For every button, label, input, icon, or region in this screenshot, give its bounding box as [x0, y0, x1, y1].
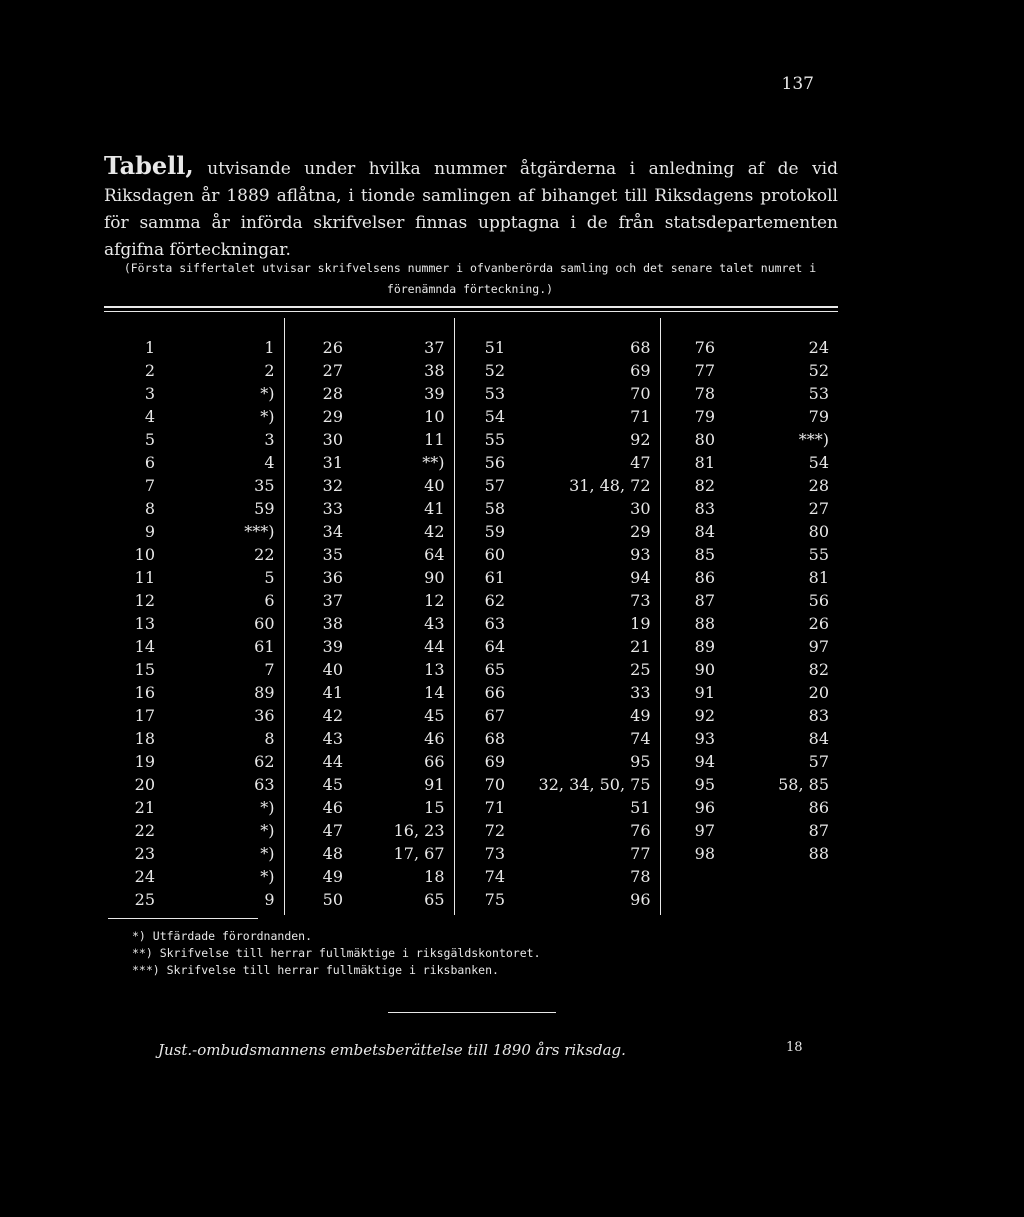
footnote-single-asterisk: *) Utfärdade förordnanden. — [132, 929, 313, 943]
table-cell: 95 — [660, 773, 724, 796]
table-cell: 72 — [454, 819, 514, 842]
table-row — [104, 405, 838, 428]
table-cell: 91 — [424, 775, 445, 794]
table-cell: 27 — [808, 499, 829, 518]
table-row — [104, 497, 838, 520]
table-cell: 68 — [454, 727, 514, 750]
table-cell: 89 — [254, 683, 275, 702]
table-cell: 86 — [660, 566, 724, 589]
table-cell: 84 — [660, 520, 724, 543]
table-row — [104, 865, 838, 888]
table-cell: 16, 23 — [393, 821, 445, 840]
table-cell: 78 — [630, 867, 651, 886]
table-cell: 34 — [284, 520, 352, 543]
table-cell: 29 — [630, 522, 651, 541]
table-row — [104, 589, 838, 612]
table-top-rule — [104, 306, 838, 308]
table-cell — [724, 888, 838, 915]
table-cell: 49 — [284, 865, 352, 888]
table-cell: 53 — [454, 382, 514, 405]
table-cell: 8 — [264, 729, 275, 748]
table-cell: 24 — [134, 867, 155, 886]
table-cell: 96 — [630, 890, 651, 909]
footnote-double-asterisk: **) Skrifvelse till herrar fullmäktige i riksgäldskontoret. — [132, 946, 541, 960]
table-cell: 56 — [808, 591, 829, 610]
table-cell: 2 — [264, 361, 275, 380]
table-cell: 87 — [660, 589, 724, 612]
table-cell: 88 — [660, 612, 724, 635]
table-cell: 31, 48, 72 — [569, 476, 651, 495]
table-cell: 33 — [284, 497, 352, 520]
table-cell: 93 — [660, 727, 724, 750]
table-row — [104, 681, 838, 704]
table-cell: 35 — [254, 476, 275, 495]
table-top-rule-thin — [104, 311, 838, 312]
table-cell: 3 — [144, 384, 155, 403]
table-cell: 76 — [630, 821, 651, 840]
table-cell: 33 — [630, 683, 651, 702]
table-row — [104, 658, 838, 681]
title-lead: Tabell, — [104, 151, 194, 180]
table-cell: 97 — [808, 637, 829, 656]
table-cell: 1 — [144, 338, 155, 357]
table-cell: 9 — [264, 890, 275, 909]
table-cell: 19 — [630, 614, 651, 633]
table-cell: 63 — [454, 612, 514, 635]
table-cell: 18 — [134, 729, 155, 748]
title-text: utvisande under hvilka nummer åtgärderna i anledning af de vid Riksdagen år 1889 aflåtna, i tionde samlingen af bihanget till Riksdagens protokoll för samma år införda skrifvelser finnas upptagna i de från statsdepartementen afgifna förteckningar. — [104, 159, 838, 260]
subtitle: (Första siffertalet utvisar skrifvelsens nummer i ofvanberörda samling och det senare talet numret i förenämnda förteckning.) — [123, 261, 817, 296]
table-row — [104, 318, 838, 359]
table-cell: 68 — [630, 338, 651, 357]
table-cell: 81 — [808, 568, 829, 587]
table-cell: 65 — [424, 890, 445, 909]
table-cell: 35 — [284, 543, 352, 566]
table-cell: 52 — [454, 359, 514, 382]
table-cell: 24 — [808, 338, 829, 357]
table-row — [104, 566, 838, 589]
table-cell: 19 — [134, 752, 155, 771]
footnotes — [132, 928, 541, 979]
table-cell: 59 — [454, 520, 514, 543]
table-cell: 45 — [424, 706, 445, 725]
table-cell: 82 — [808, 660, 829, 679]
table-cell: 47 — [630, 453, 651, 472]
table-cell: 44 — [284, 750, 352, 773]
footer-text: Just.-ombudsmannens embetsberättelse till 1890 års riksdag. — [158, 1041, 626, 1059]
table-cell: 61 — [454, 566, 514, 589]
table-cell: 42 — [284, 704, 352, 727]
table-cell: 57 — [454, 474, 514, 497]
table-cell: 8 — [144, 499, 155, 518]
table-cell: 13 — [424, 660, 445, 679]
table-cell: 21 — [134, 798, 155, 817]
table-cell: 80 — [808, 522, 829, 541]
table-cell: 58, 85 — [778, 775, 829, 794]
footnote-rule — [108, 918, 258, 919]
table-cell: 94 — [660, 750, 724, 773]
table-cell: 71 — [454, 796, 514, 819]
table-cell: 22 — [134, 821, 155, 840]
table-cell: *) — [260, 407, 275, 426]
table-row — [104, 451, 838, 474]
table-cell: 16 — [134, 683, 155, 702]
table-cell: 15 — [424, 798, 445, 817]
table-cell: 6 — [264, 591, 275, 610]
table-cell: 76 — [660, 318, 724, 359]
table-cell: 73 — [630, 591, 651, 610]
table-cell: 95 — [630, 752, 651, 771]
table-cell: 55 — [808, 545, 829, 564]
table-cell: *) — [260, 844, 275, 863]
table-cell: 17 — [134, 706, 155, 725]
table-cell: 31 — [284, 451, 352, 474]
table-cell: *) — [260, 867, 275, 886]
table-cell: 83 — [808, 706, 829, 725]
table-cell: 26 — [284, 318, 352, 359]
table-cell: 37 — [284, 589, 352, 612]
table-row — [104, 796, 838, 819]
table-cell: 40 — [424, 476, 445, 495]
table-cell: 60 — [254, 614, 275, 633]
table-cell: 4 — [144, 407, 155, 426]
table-cell: *) — [260, 384, 275, 403]
table-row — [104, 704, 838, 727]
table-cell: 64 — [424, 545, 445, 564]
table-cell: 88 — [808, 844, 829, 863]
table-cell: 1 — [264, 338, 275, 357]
table-row — [104, 520, 838, 543]
table-cell: 86 — [808, 798, 829, 817]
table-cell: 55 — [454, 428, 514, 451]
table-cell: 41 — [284, 681, 352, 704]
table-cell: 51 — [630, 798, 651, 817]
table-cell: 87 — [808, 821, 829, 840]
table-row — [104, 543, 838, 566]
table-cell: 12 — [134, 591, 155, 610]
table-cell: 62 — [454, 589, 514, 612]
table-cell: 93 — [630, 545, 651, 564]
table-cell: *) — [260, 798, 275, 817]
table-cell: 83 — [660, 497, 724, 520]
table-cell: 47 — [284, 819, 352, 842]
table-cell: 37 — [424, 338, 445, 357]
table-cell: *) — [260, 821, 275, 840]
table-cell: 9 — [144, 522, 155, 541]
table-row — [104, 382, 838, 405]
table-cell: 92 — [630, 430, 651, 449]
table-cell: 5 — [264, 568, 275, 587]
table-cell: 12 — [424, 591, 445, 610]
table-cell: 4 — [264, 453, 275, 472]
table-cell: 54 — [454, 405, 514, 428]
table-cell: 82 — [660, 474, 724, 497]
table-cell: 45 — [284, 773, 352, 796]
table-cell: 7 — [144, 476, 155, 495]
table-cell: 13 — [134, 614, 155, 633]
table-cell: 27 — [284, 359, 352, 382]
table-cell — [724, 865, 838, 888]
table-cell: 44 — [424, 637, 445, 656]
table-cell: 10 — [424, 407, 445, 426]
table-cell: 7 — [264, 660, 275, 679]
table-cell — [660, 888, 724, 915]
table-cell: 18 — [424, 867, 445, 886]
table-cell: 10 — [134, 545, 155, 564]
table-cell: 11 — [134, 568, 155, 587]
table-cell: 79 — [808, 407, 829, 426]
sheet-number: 18 — [786, 1040, 803, 1055]
table-cell: 28 — [808, 476, 829, 495]
table-cell: 32 — [284, 474, 352, 497]
table-cell: 42 — [424, 522, 445, 541]
table-cell: 54 — [808, 453, 829, 472]
title-block — [104, 152, 838, 264]
table-row — [104, 612, 838, 635]
table-cell: 66 — [454, 681, 514, 704]
table-cell: 14 — [134, 637, 155, 656]
table-row — [104, 635, 838, 658]
table-cell: 25 — [134, 890, 155, 909]
table-cell: 51 — [454, 318, 514, 359]
table-cell: 65 — [454, 658, 514, 681]
table-cell: 58 — [454, 497, 514, 520]
table-cell: 66 — [424, 752, 445, 771]
table-cell: 74 — [630, 729, 651, 748]
table-cell: 90 — [660, 658, 724, 681]
table-cell: ***) — [798, 430, 829, 449]
table-cell: 40 — [284, 658, 352, 681]
page-number: 137 — [781, 74, 814, 94]
table-cell: ***) — [244, 522, 275, 541]
table-cell: 57 — [808, 752, 829, 771]
table-cell: 36 — [254, 706, 275, 725]
table-cell: 78 — [660, 382, 724, 405]
table-cell: 22 — [254, 545, 275, 564]
table-cell: 30 — [630, 499, 651, 518]
table-cell: 70 — [454, 773, 514, 796]
table-cell: 74 — [454, 865, 514, 888]
table-cell: 26 — [808, 614, 829, 633]
table-row — [104, 750, 838, 773]
table-cell: 81 — [660, 451, 724, 474]
table-row — [104, 359, 838, 382]
table-cell: 64 — [454, 635, 514, 658]
table-cell: 90 — [424, 568, 445, 587]
table-cell: 63 — [254, 775, 275, 794]
table-cell: 77 — [630, 844, 651, 863]
table-cell: 53 — [808, 384, 829, 403]
table-cell: 15 — [134, 660, 155, 679]
table-cell: 11 — [424, 430, 445, 449]
table-row — [104, 842, 838, 865]
table-cell: 75 — [454, 888, 514, 915]
table-cell: 77 — [660, 359, 724, 382]
table-cell: 59 — [254, 499, 275, 518]
bottom-rule — [388, 1012, 556, 1013]
table-cell: 70 — [630, 384, 651, 403]
table-cell: 25 — [630, 660, 651, 679]
table-cell: 38 — [424, 361, 445, 380]
table-cell: 69 — [454, 750, 514, 773]
table-cell: 3 — [264, 430, 275, 449]
table-cell: 97 — [660, 819, 724, 842]
table-cell: 49 — [630, 706, 651, 725]
table-cell: 73 — [454, 842, 514, 865]
table-cell: 39 — [424, 384, 445, 403]
table-cell: 28 — [284, 382, 352, 405]
table-body — [104, 318, 838, 915]
table-row — [104, 888, 838, 915]
table-cell: 67 — [454, 704, 514, 727]
table-row — [104, 727, 838, 750]
table-cell: 84 — [808, 729, 829, 748]
table-cell: **) — [422, 453, 445, 472]
table-cell: 30 — [284, 428, 352, 451]
table-cell: 79 — [660, 405, 724, 428]
table-cell: 20 — [134, 775, 155, 794]
table-row — [104, 428, 838, 451]
table-cell: 50 — [284, 888, 352, 915]
table-cell: 85 — [660, 543, 724, 566]
table-cell: 61 — [254, 637, 275, 656]
table-cell: 52 — [808, 361, 829, 380]
table-cell: 5 — [144, 430, 155, 449]
table-cell: 2 — [144, 361, 155, 380]
number-table — [104, 318, 838, 915]
table-row — [104, 474, 838, 497]
table-cell: 6 — [144, 453, 155, 472]
table-cell: 91 — [660, 681, 724, 704]
table-cell: 14 — [424, 683, 445, 702]
table-cell: 21 — [630, 637, 651, 656]
table-cell — [660, 865, 724, 888]
table-cell: 94 — [630, 568, 651, 587]
table-cell: 46 — [424, 729, 445, 748]
table-cell: 41 — [424, 499, 445, 518]
table-cell: 98 — [660, 842, 724, 865]
table-cell: 48 — [284, 842, 352, 865]
table-cell: 96 — [660, 796, 724, 819]
table-row — [104, 819, 838, 842]
table-cell: 92 — [660, 704, 724, 727]
footnote-triple-asterisk: ***) Skrifvelse till herrar fullmäktige i riksbanken. — [132, 963, 499, 977]
table-cell: 80 — [660, 428, 724, 451]
table-cell: 39 — [284, 635, 352, 658]
table-cell: 46 — [284, 796, 352, 819]
table-row — [104, 773, 838, 796]
table-cell: 71 — [630, 407, 651, 426]
table-cell: 20 — [808, 683, 829, 702]
table-cell: 69 — [630, 361, 651, 380]
table-cell: 36 — [284, 566, 352, 589]
table-cell: 62 — [254, 752, 275, 771]
table-cell: 29 — [284, 405, 352, 428]
table-cell: 60 — [454, 543, 514, 566]
table-cell: 38 — [284, 612, 352, 635]
table-cell: 43 — [284, 727, 352, 750]
table-cell: 56 — [454, 451, 514, 474]
table-cell: 32, 34, 50, 75 — [538, 775, 651, 794]
table-cell: 89 — [660, 635, 724, 658]
table-cell: 23 — [134, 844, 155, 863]
table-cell: 17, 67 — [393, 844, 445, 863]
table-cell: 43 — [424, 614, 445, 633]
